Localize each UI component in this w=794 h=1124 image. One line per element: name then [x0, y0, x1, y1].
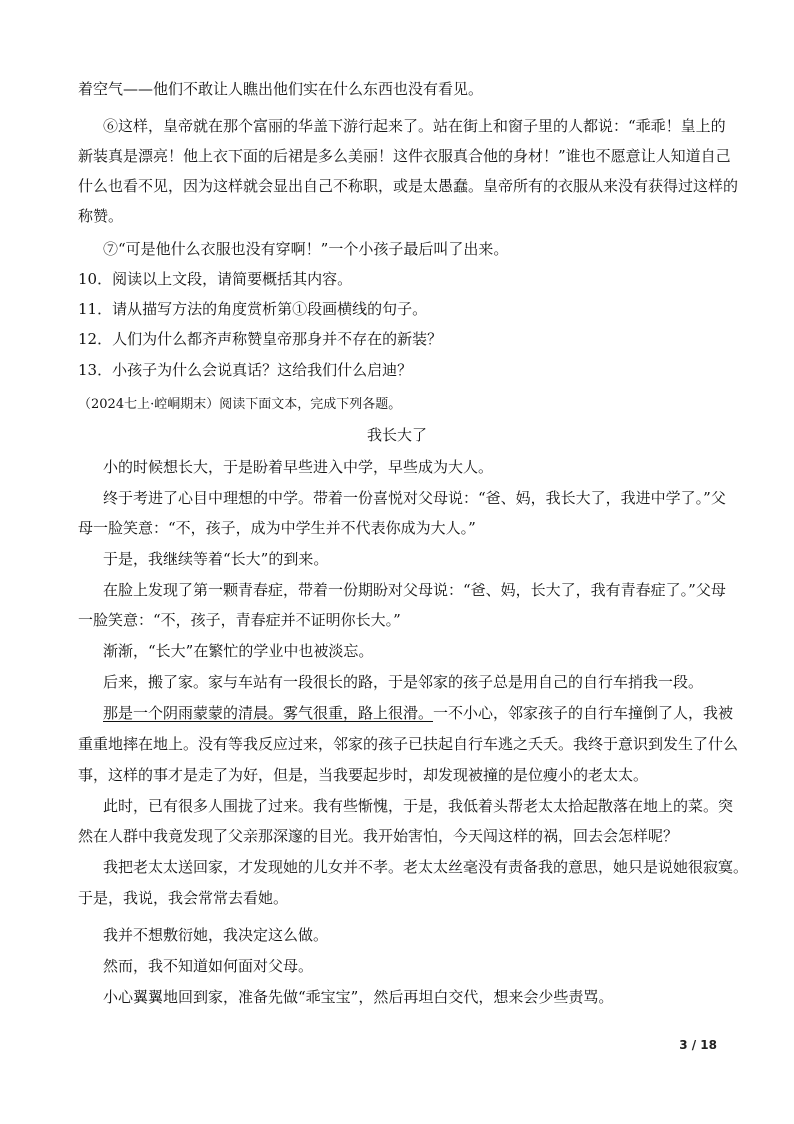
- text-line: 新装真是漂亮！他上衣下面的后裙是多么美丽！这件衣服真合他的身材！”谁也不愿意让人知道自己: [78, 147, 731, 165]
- paragraph-7-line: ⑦“可是他什么衣服也没有穿啊！”一个小孩子最后叫了出来。: [103, 240, 509, 258]
- question-12: 12．人们为什么都齐声称赞皇帝那身并不存在的新装？: [78, 330, 443, 348]
- text-line: 于是，我继续等着“长大”的到来。: [103, 550, 329, 568]
- question-11: 11．请从描写方法的角度赏析第①段画横线的句子。: [78, 300, 428, 318]
- paragraph-6-line: ⑥这样，皇帝就在那个富丽的华盖下游行起来了。站在街上和窗子里的人都说：“乖乖！皇上的: [103, 117, 726, 135]
- text-line: 一脸笑意：“不，孩子，青春症并不证明你长大。”: [78, 611, 401, 629]
- text-line: 然在人群中我竟发现了父亲那深邃的目光。我开始害怕，今天闯这样的祸，回去会怎样呢？: [78, 827, 679, 845]
- text-line: 我把老太太送回家，才发现她的儿女并不孝。老太太丝毫没有责备我的意思，她只是说她很寂寞。: [103, 858, 749, 876]
- text-line: 小的时候想长大，于是盼着早些进入中学，早些成为大人。: [103, 458, 494, 476]
- text-line: 渐渐，“长大”在繁忙的学业中也被淡忘。: [103, 642, 374, 660]
- text-line: 在脸上发现了第一颗青春症，带着一份期盼对父母说：“爸、妈，长大了，我有青春症了。”父母: [103, 581, 726, 599]
- text-line: 母一脸笑意：“不，孩子，成为中学生并不代表你成为大人。”: [78, 519, 476, 537]
- text-line: 着空气——他们不敢让人瞧出他们实在什么东西也没有看见。: [78, 80, 484, 98]
- source-note: （2024七上·崆峒期末）阅读下面文本，完成下列各题。: [78, 397, 402, 412]
- text-line: 重重地摔在地上。没有等我反应过来，邻家的孩子已扶起自行车逃之夭夭。我终于意识到发生了什么: [78, 735, 739, 753]
- text-line: 什么也看不见，因为这样就会显出自己不称职，或是太愚蠢。皇帝所有的衣服从来没有获得过这样的: [78, 177, 739, 195]
- text-line: 此时，已有很多人围拢了过来。我有些惭愧，于是，我低着头帮老太太拾起散落在地上的菜。突: [103, 797, 734, 815]
- text-line: 后来，搬了家。家与车站有一段很长的路，于是邻家的孩子总是用自己的自行车捎我一段。: [103, 673, 704, 691]
- page-number: 3 / 18: [679, 1038, 717, 1052]
- underlined-paragraph-line: [103, 703, 734, 723]
- underlined-sentence: 那是一个阴雨蒙蒙的清晨。雾气很重，路上很滑。: [103, 704, 434, 722]
- text-line: 然而，我不知道如何面对父母。: [103, 957, 314, 975]
- question-13: 13．小孩子为什么会说真话？这给我们什么启迪？: [78, 361, 413, 379]
- text-line: 终于考进了心目中理想的中学。带着一份喜悦对父母说：“爸、妈，我长大了，我进中学了。”父: [103, 489, 726, 507]
- article-title: 我长大了: [366, 426, 427, 444]
- text-line: 于是，我说，我会常常去看她。: [78, 889, 289, 907]
- text-line: 我并不想敷衍她，我决定这么做。: [103, 926, 329, 944]
- text-continuation: 一不小心，邻家孩子的自行车撞倒了人，我被: [433, 704, 734, 722]
- text-line: 小心翼翼地回到家，准备先做“乖宝宝”，然后再坦白交代，想来会少些责骂。: [103, 988, 614, 1006]
- text-line: 事，这样的事才是走了为好，但是，当我要起步时，却发现被撞的是位瘦小的老太太。: [78, 766, 649, 784]
- text-line: 称赞。: [78, 207, 124, 225]
- question-10: 10．阅读以上文段，请简要概括其内容。: [78, 270, 353, 288]
